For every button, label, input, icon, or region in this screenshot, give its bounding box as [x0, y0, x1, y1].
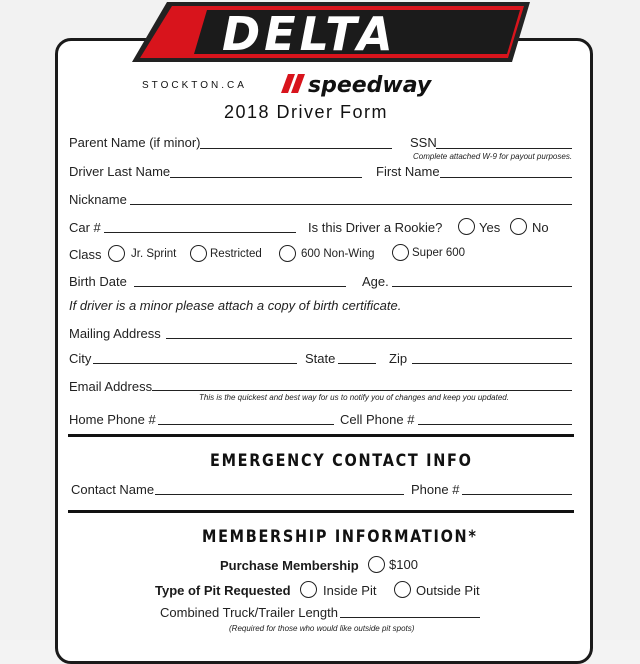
- class-restricted-label: Restricted: [210, 248, 262, 260]
- car-number-field[interactable]: [104, 232, 296, 233]
- emergency-phone-label: Phone #: [411, 482, 460, 497]
- car-number-label: Car #: [69, 220, 101, 235]
- mailing-address-label: Mailing Address: [69, 326, 161, 341]
- state-label: State: [305, 351, 336, 366]
- email-note: This is the quickest and best way for us to notify you of changes and keep you updated.: [199, 393, 509, 402]
- minor-note: If driver is a minor please attach a copy of birth certificate.: [69, 298, 402, 313]
- inside-pit-label: Inside Pit: [323, 583, 377, 598]
- ssn-note: Complete attached W-9 for payout purposes.: [413, 152, 573, 161]
- parent-name-field[interactable]: [200, 148, 392, 149]
- ssn-label: SSN: [410, 135, 437, 150]
- rookie-yes-label: Yes: [479, 220, 501, 235]
- email-label: Email Address: [69, 379, 153, 394]
- home-phone-field[interactable]: [158, 424, 334, 425]
- city-field[interactable]: [93, 363, 297, 364]
- contact-name-label: Contact Name: [71, 482, 155, 497]
- mailing-address-field[interactable]: [166, 338, 572, 339]
- home-phone-label: Home Phone #: [69, 412, 156, 427]
- ssn-field[interactable]: [436, 148, 572, 149]
- parent-name-label: Parent Name (if minor): [69, 135, 201, 150]
- rookie-no-label: No: [532, 220, 549, 235]
- birth-date-field[interactable]: [134, 286, 346, 287]
- logo-brand: DELTA: [222, 7, 397, 61]
- email-field[interactable]: [152, 390, 572, 391]
- membership-heading: MEMBERSHIP INFORMATION*: [202, 527, 478, 547]
- first-name-field[interactable]: [440, 177, 572, 178]
- purchase-membership-label: Purchase Membership: [220, 558, 359, 573]
- delta-speedway-logo: [112, 0, 532, 100]
- rookie-question: Is this Driver a Rookie?: [308, 220, 443, 235]
- pit-type-label: Type of Pit Requested: [155, 583, 291, 598]
- nickname-label: Nickname: [69, 192, 127, 207]
- contact-name-field[interactable]: [155, 494, 404, 495]
- city-label: City: [69, 351, 92, 366]
- state-field[interactable]: [338, 363, 376, 364]
- truck-length-label: Combined Truck/Trailer Length: [160, 605, 338, 620]
- class-600-non-wing-label: 600 Non-Wing: [301, 248, 375, 260]
- zip-label: Zip: [389, 351, 408, 366]
- cell-phone-label: Cell Phone #: [340, 412, 415, 427]
- outside-pit-radio[interactable]: [394, 581, 411, 598]
- class-jr-sprint-label: Jr. Sprint: [131, 248, 177, 260]
- rookie-no-radio[interactable]: [510, 218, 527, 235]
- membership-price-label: $100: [389, 557, 418, 572]
- cell-phone-field[interactable]: [418, 424, 572, 425]
- nickname-field[interactable]: [130, 204, 572, 205]
- truck-length-field[interactable]: [340, 617, 480, 618]
- inside-pit-radio[interactable]: [300, 581, 317, 598]
- section-divider-2: [68, 510, 574, 513]
- rookie-yes-radio[interactable]: [458, 218, 475, 235]
- logo-tagline: speedway: [308, 73, 432, 98]
- age-field[interactable]: [392, 286, 572, 287]
- outside-pit-label: Outside Pit: [416, 583, 480, 598]
- class-600-non-wing-radio[interactable]: [279, 245, 296, 262]
- age-label: Age.: [362, 274, 389, 289]
- class-restricted-radio[interactable]: [190, 245, 207, 262]
- birth-date-label: Birth Date: [69, 274, 127, 289]
- driver-last-name-field[interactable]: [170, 177, 362, 178]
- section-divider-1: [68, 434, 574, 437]
- driver-last-name-label: Driver Last Name: [69, 164, 171, 179]
- emergency-heading: EMERGENCY CONTACT INFO: [210, 451, 473, 471]
- emergency-phone-field[interactable]: [462, 494, 572, 495]
- truck-length-note: (Required for those who would like outside pit spots): [229, 624, 415, 633]
- class-jr-sprint-radio[interactable]: [108, 245, 125, 262]
- class-label: Class: [69, 247, 102, 262]
- first-name-label: First Name: [376, 164, 440, 179]
- form-title: 2018 Driver Form: [224, 102, 389, 122]
- logo-city: STOCKTON.CA: [142, 80, 247, 91]
- zip-field[interactable]: [412, 363, 572, 364]
- class-super-600-label: Super 600: [412, 247, 466, 259]
- membership-100-radio[interactable]: [368, 556, 385, 573]
- class-super-600-radio[interactable]: [392, 244, 409, 261]
